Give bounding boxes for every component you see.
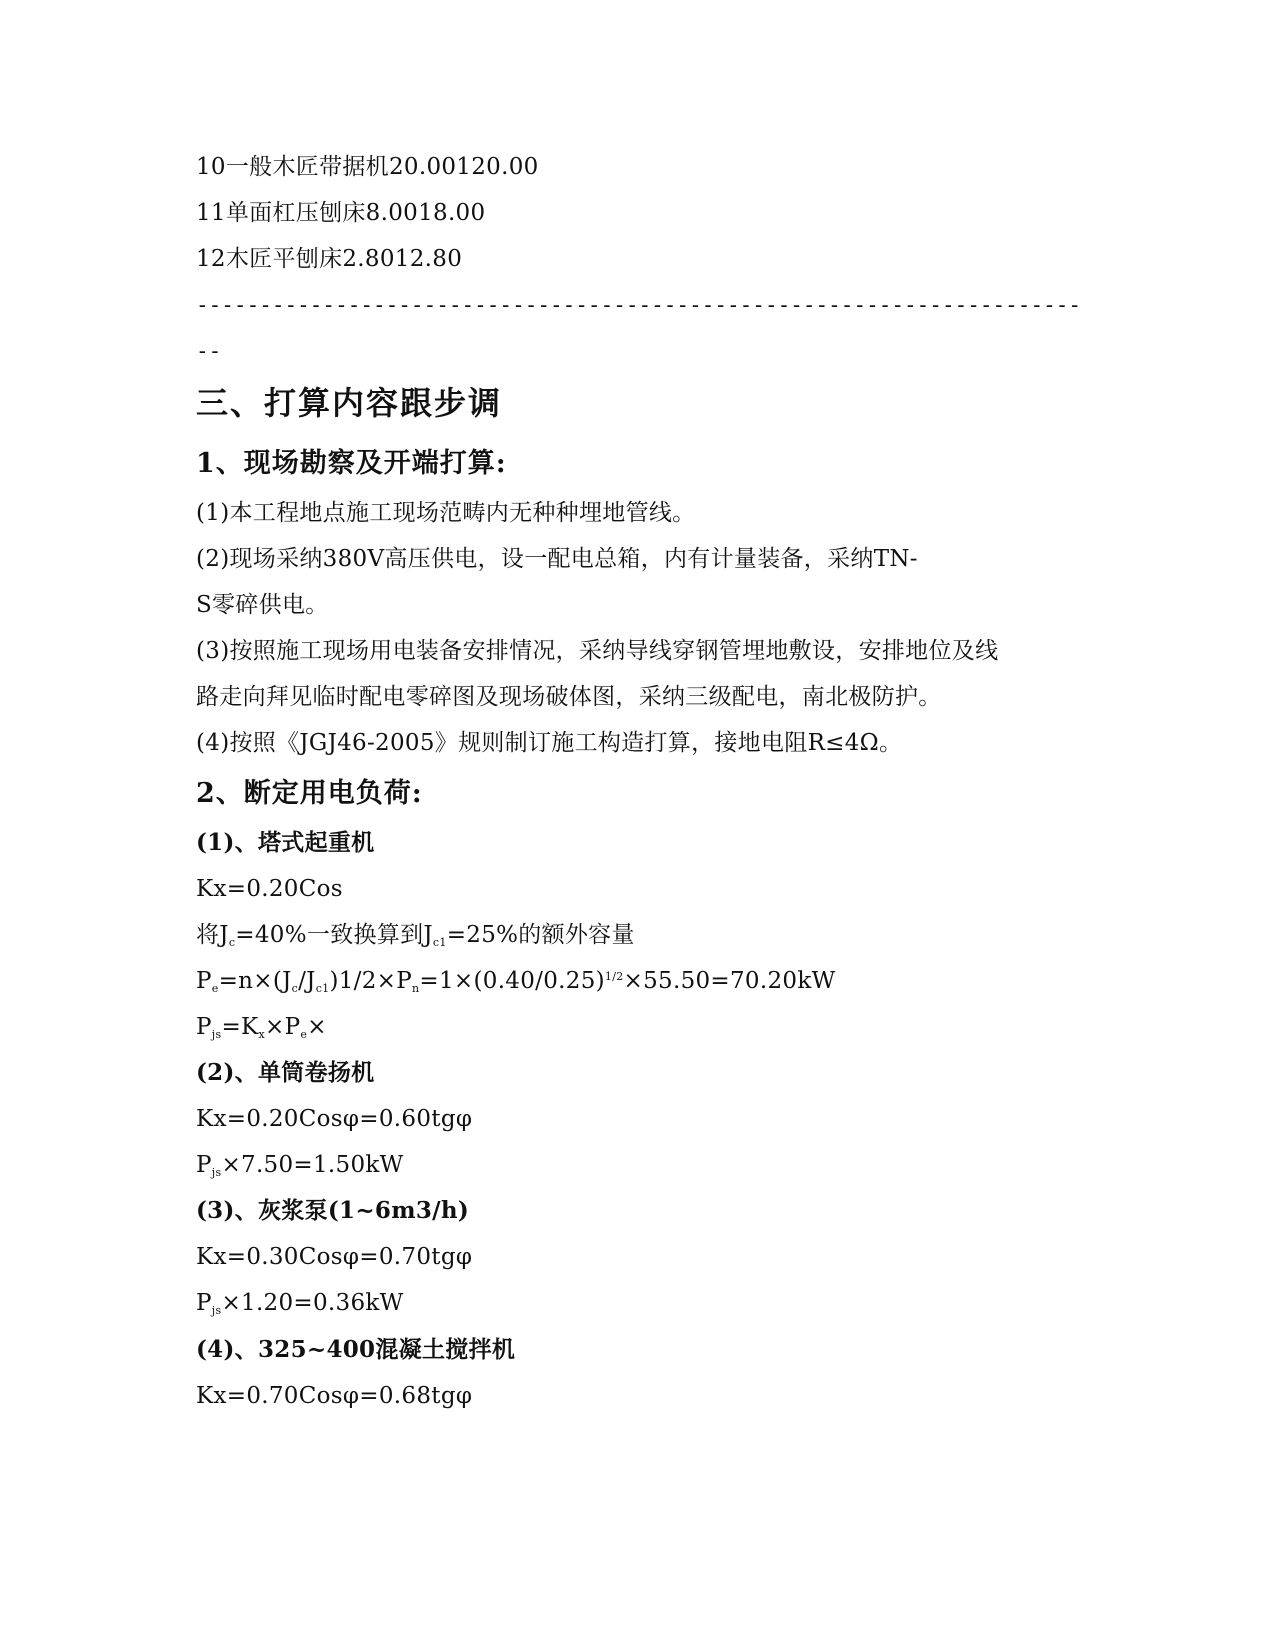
equipment-row-12: 12木匠平刨床2.8012.80 <box>196 246 463 272</box>
section-heading: 三、打算内容跟步调 <box>196 384 503 422</box>
equipment-row-10: 10一般木匠带据机20.00120.00 <box>196 154 539 180</box>
subsection-heading-survey: 1、现场勘察及开端打算: <box>196 448 507 479</box>
paragraph: (3)按照施工现场用电装备安排情况，采纳导线穿钢管埋地敷设，安排地位及线 <box>196 638 999 664</box>
paragraph: S零碎供电。 <box>196 592 329 618</box>
paragraph: (1)本工程地点施工现场范畴内无种种埋地管线。 <box>196 500 696 526</box>
formula-line: $P_{js}=K_x\times P_e\times$ <box>196 1014 327 1041</box>
formula-line: Kx=0.20Cos <box>196 876 343 902</box>
equipment-heading-mortar-pump: (3)、灰浆泵(1~6m3/h) <box>196 1197 470 1224</box>
formula-line: Kx=0.70Cosφ=0.68tgφ <box>196 1383 473 1409</box>
formula-line: Kx=0.30Cosφ=0.70tgφ <box>196 1244 473 1270</box>
paragraph: 路走向拜见临时配电零碎图及现场破体图，采纳三级配电，南北极防护。 <box>196 684 942 710</box>
formula-line: $P_{js}\times 7.50=1.50kW$ <box>196 1152 404 1179</box>
paragraph: (4)按照《JGJ46-2005》规则制订施工构造打算，接地电阻R≤4Ω。 <box>196 730 903 756</box>
formula-line: 将$J_c=40\%$一致换算到$J_{c1}=25\%$的额外容量 <box>196 922 635 949</box>
equipment-heading-winch: (2)、单筒卷扬机 <box>196 1059 375 1086</box>
formula-line: $P_{js}\times 1.20=0.36kW$ <box>196 1290 404 1317</box>
equipment-row-11: 11单面杠压刨床8.0018.00 <box>196 200 486 226</box>
equipment-heading-tower-crane: (1)、塔式起重机 <box>196 829 375 856</box>
dashed-separator-end: -- <box>196 339 222 363</box>
equipment-heading-concrete-mixer: (4)、325~400混凝土搅拌机 <box>196 1336 516 1363</box>
subsection-heading-load: 2、断定用电负荷: <box>196 778 423 809</box>
formula-line: Kx=0.20Cosφ=0.60tgφ <box>196 1106 473 1132</box>
paragraph: (2)现场采纳380V高压供电，设一配电总箱，内有计量装备，采纳TN- <box>196 546 918 572</box>
formula-line: $P_e=n\times(J_c/J_{c1})1/2\times P_n=1\times(0.40/0.25)^{1/2}\times 55.50=70.20kW$ <box>196 968 836 995</box>
dashed-separator: ---------------------------------------------------------------------- <box>196 293 1082 317</box>
